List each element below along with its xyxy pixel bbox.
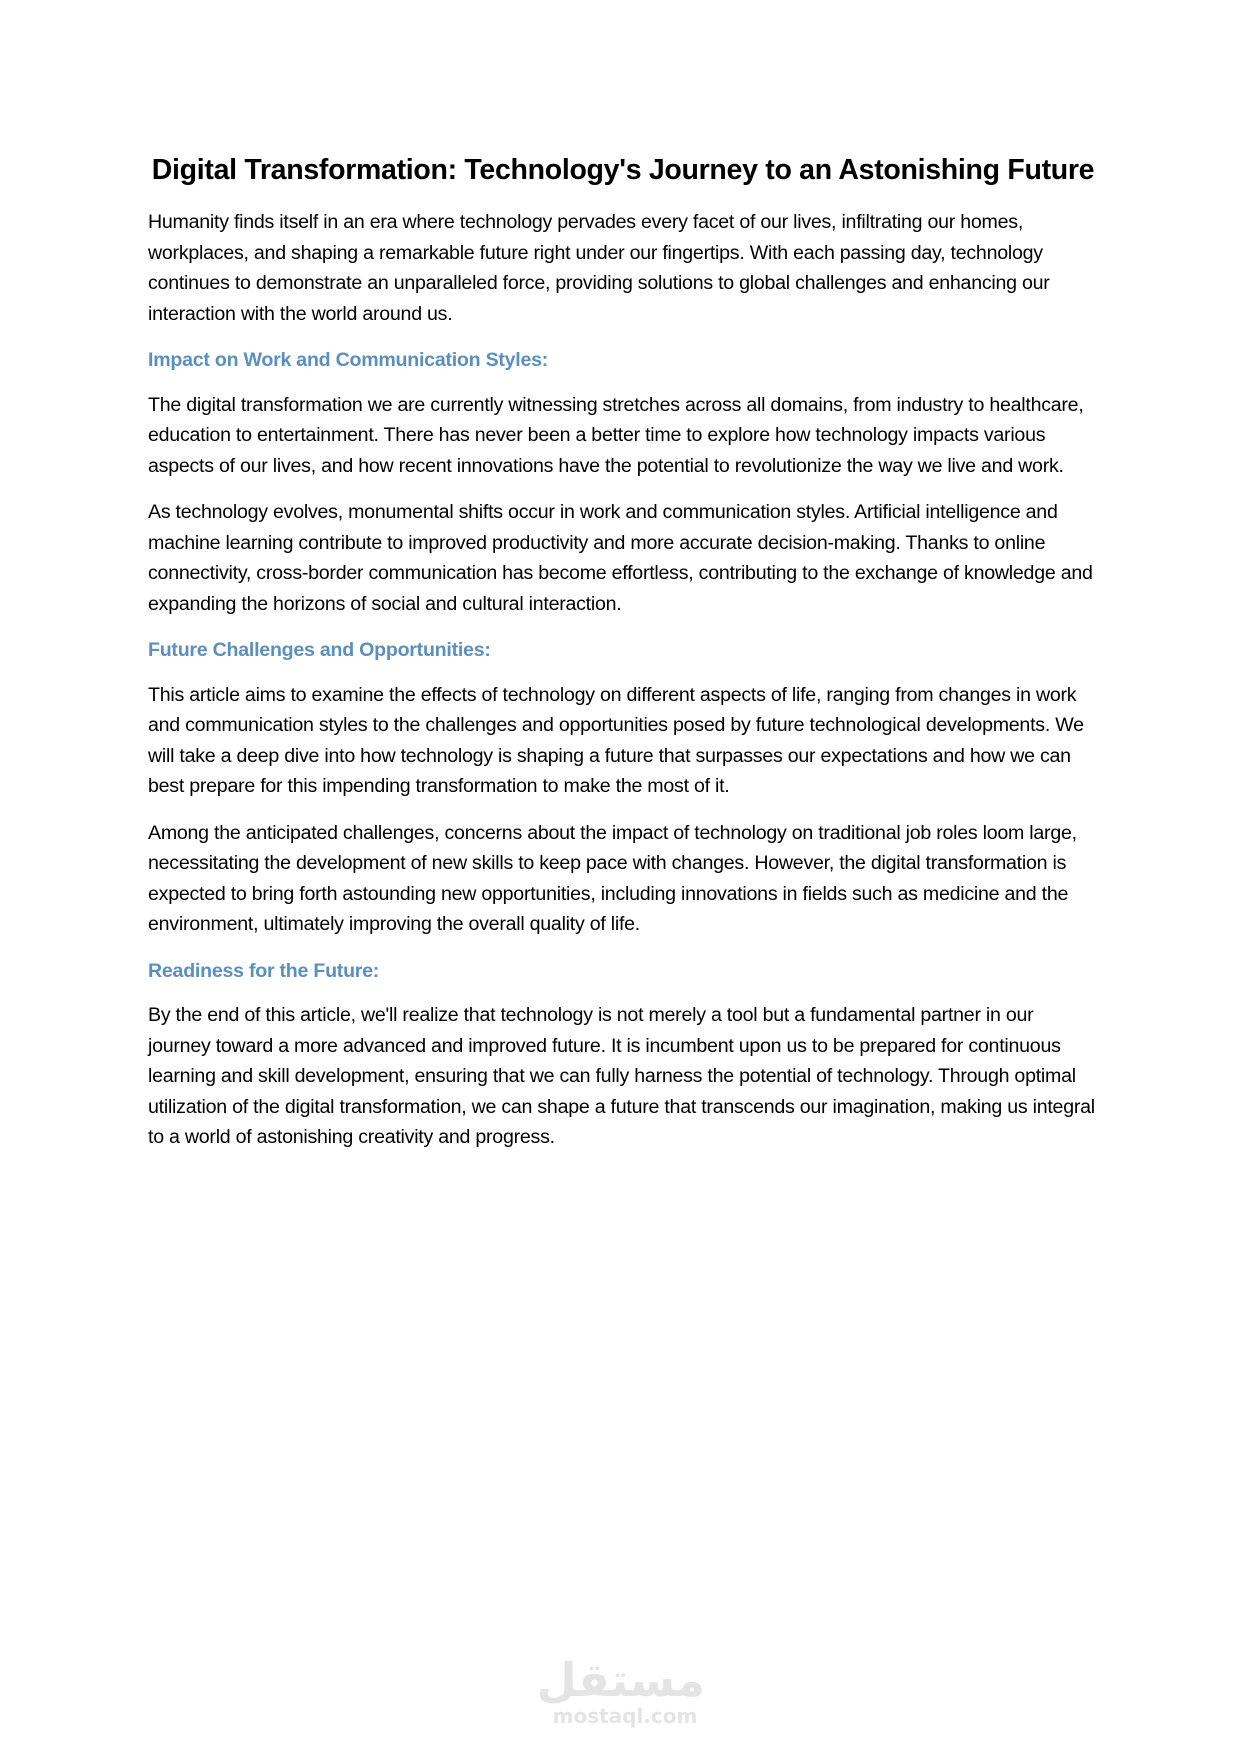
readiness-paragraph-1: By the end of this article, we'll realize that technology is not merely a tool but a fundamental partner in our journey toward a more advanced and improved future. It is incumbent upon us to be prepared for continuous learning and skill development, ensuring that we can fully harness the potential of technology. Through optimal utilization of the digital transformation, we can shape a future that transcends our imagination, making us integral to a world of astonishing creativity and progress.	[148, 1004, 1095, 1148]
impact-paragraph-2: As technology evolves, monumental shifts occur in work and communication styles. Artificial intelligence and machine learning contribute to improved productivity and more accurate decision-making. Thanks to online connectivity, cross-border communication has become effortless, contributing to the exchange of knowledge and expanding the horizons of social and cultural interaction.	[148, 501, 1093, 615]
document-page	[148, 148, 1098, 1169]
intro-paragraph: Humanity finds itself in an era where technology pervades every facet of our lives, infiltrating our homes, workplaces, and shaping a remarkable future right under our fingertips. With each passing day, technology continues to demonstrate an unparalleled force, providing solutions to global challenges and enhancing our interaction with the world around us.	[148, 211, 1050, 325]
watermark-url: mostaql.com	[552, 1704, 698, 1728]
watermark-logo: مستقل	[536, 1653, 705, 1707]
document-title: Digital Transformation: Technology's Journey to an Astonishing Future	[151, 154, 1095, 186]
section-heading-impact: Impact on Work and Communication Styles:	[148, 349, 549, 371]
impact-paragraph-1: The digital transformation we are currently witnessing stretches across all domains, from industry to healthcare, education to entertainment. There has never been a better time to explore how technology impacts various aspects of our lives, and how recent innovations have the potential to revolutionize the way we live and work.	[148, 393, 1084, 477]
section-heading-readiness: Readiness for the Future:	[148, 959, 380, 982]
challenges-paragraph-1: This article aims to examine the effects of technology on different aspects of life, ranging from changes in work and communication styles to the challenges and opportunities posed by future technological developments. We will take a deep dive into how technology is shaping a future that surpasses our expectations and how we can best prepare for this impending transformation to make the most of it.	[148, 683, 1084, 797]
mostaql-watermark	[536, 1653, 705, 1728]
challenges-paragraph-2: Among the anticipated challenges, concerns about the impact of technology on traditional job roles loom large, necessitating the development of new skills to keep pace with changes. However, the digital transformation is expected to bring forth astounding new opportunities, including innovations in fields such as medicine and the environment, ultimately improving the overall quality of life.	[148, 821, 1077, 935]
section-heading-challenges: Future Challenges and Opportunities:	[148, 639, 491, 661]
